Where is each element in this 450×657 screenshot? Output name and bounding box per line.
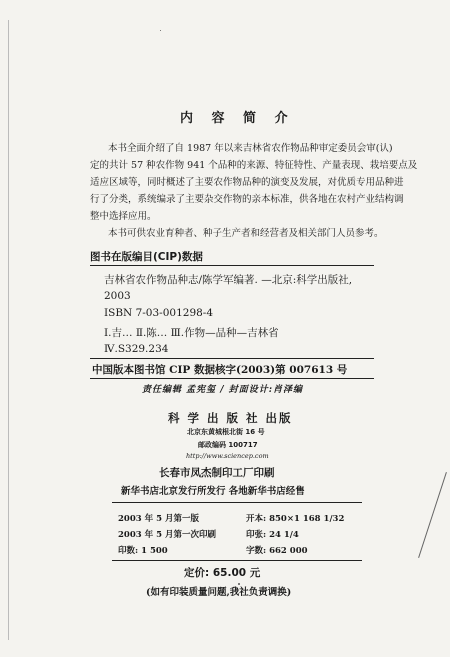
spec-format: 开本: 850×1 168 1/32 bbox=[246, 514, 345, 524]
cip-bottom-rule bbox=[90, 358, 374, 359]
spec-edition: 2003 年 5 月第一版 bbox=[118, 514, 199, 524]
specs-bottom-rule bbox=[112, 560, 362, 561]
summary-paragraph-line: 行了分类，系统编录了主要杂交作物的亲本标准，供各地在农村产业结构调 bbox=[90, 194, 404, 205]
cip-line: Ⅰ.吉… Ⅱ.陈… Ⅲ.作物—品种—吉林省 bbox=[104, 327, 279, 339]
scan-edge-left bbox=[8, 20, 9, 640]
cip-number: 中国版本图书馆 CIP 数据核字(2003)第 007613 号 bbox=[92, 364, 348, 376]
cip-line: 2003 bbox=[104, 290, 131, 302]
summary-paragraph-line: 定的共计 57 种农作物 941 个品种的来源、特征特性、产量表现、栽培要点及 bbox=[90, 160, 418, 171]
publisher-address: 北京东黄城根北街 16 号 bbox=[187, 428, 265, 436]
summary-paragraph-line: 适应区域等，同时概述了主要农作物品种的演变及发展，对优质专用品种进 bbox=[90, 177, 404, 188]
cip-top-rule bbox=[90, 265, 374, 266]
specs-top-rule bbox=[112, 502, 362, 503]
publisher-website: http://www.sciencep.com bbox=[186, 452, 269, 460]
editors-line: 责任编辑 孟宪玺 / 封面设计:肖泽编 bbox=[142, 385, 304, 395]
cip-line: Ⅳ.S329.234 bbox=[104, 343, 169, 355]
price: 定价: 65.00 元 bbox=[184, 567, 261, 579]
cip-line: 吉林省农作物品种志/陈学军编著. —北京:科学出版社, bbox=[104, 274, 353, 286]
printer-line: 长春市凤杰制印工厂印刷 bbox=[159, 467, 275, 479]
cip-number-rule bbox=[90, 378, 374, 379]
quality-notice: (如有印装质量问题,我社负责调换) bbox=[146, 587, 292, 598]
cip-heading: 图书在版编目(CIP)数据 bbox=[90, 251, 203, 263]
summary-paragraph-2: 本书可供农业育种者、种子生产者和经营者及相关部门人员参考。 bbox=[108, 228, 384, 239]
summary-paragraph-line: 整中选择应用。 bbox=[90, 211, 157, 222]
cip-line: ISBN 7-03-001298-4 bbox=[104, 307, 214, 319]
distributor-line: 新华书店北京发行所发行 各地新华书店经售 bbox=[121, 486, 305, 497]
spec-print-run: 印数: 1 500 bbox=[118, 546, 168, 556]
scan-crease-right bbox=[418, 472, 447, 558]
spec-printing: 2003 年 5 月第一次印刷 bbox=[118, 530, 216, 540]
spec-word-count: 字数: 662 000 bbox=[246, 546, 308, 556]
scan-speck bbox=[160, 30, 161, 31]
publisher-name: 科 学 出 版 社 出版 bbox=[168, 411, 293, 425]
summary-paragraph-line: 本书全面介绍了自 1987 年以来吉林省农作物品种审定委员会审(认) bbox=[108, 143, 393, 154]
summary-heading: 内 容 简 介 bbox=[180, 111, 295, 126]
publisher-postcode: 邮政编码 100717 bbox=[198, 441, 258, 449]
spec-sheets: 印张: 24 1/4 bbox=[246, 530, 299, 540]
